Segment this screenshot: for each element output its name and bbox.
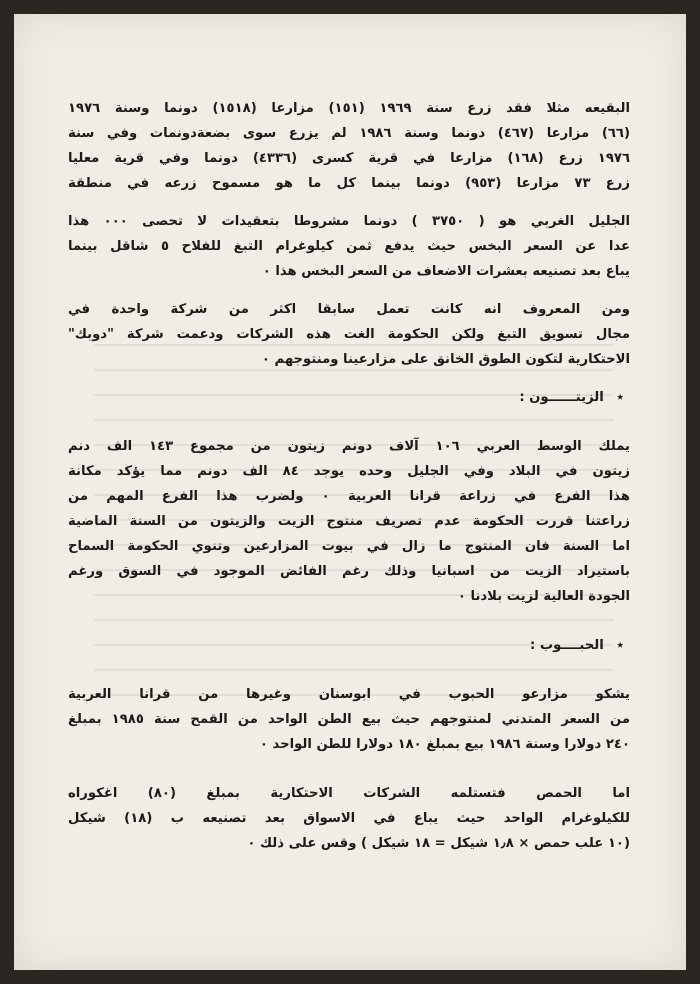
text-line: الجليل الغربي هو ( ٣٧٥٠ ) دونما مشروطا بتعقيدات لا تحصى ٠٠٠ هذا	[68, 214, 631, 229]
text-line: باستيراد الزيت من اسبانيا وذلك رغم الفائض الموجود في السوق ورغم	[68, 564, 630, 579]
heading-text: الحبــــوب :	[529, 638, 604, 653]
text-line: من السعر المتدني لمنتوجهم حيث بيع الطن الواحد من القمح سنة ١٩٨٥ بمبلغ	[68, 712, 630, 727]
bullet-icon: ٭	[616, 637, 624, 653]
text-line: ١٩٧٦ زرع (١٦٨) مزارعا في قرية كسرى (٤٣٣٦) دونما وفي قرية معليا	[68, 151, 630, 166]
text-line: الاحتكارية لتكون الطوق الخانق على مزارعينا ومنتوجهم ٠	[261, 352, 630, 367]
document-page	[14, 14, 686, 970]
spacer	[68, 372, 630, 385]
bullet-icon: ٭	[616, 389, 624, 405]
spacer	[68, 658, 630, 682]
text-line: ومن المعروف انه كانت تعمل سابقا اكثر من شركة واحدة في	[68, 302, 630, 317]
heading-text: الزيتــــــون :	[519, 390, 604, 405]
section-heading-grains	[68, 633, 630, 658]
text-line: اما السنة فان المنتوج ما زال في بيوت المزارعين وتنوي الحكومة السماح	[68, 539, 630, 554]
text-line: مجال تسويق التبغ ولكن الحكومة الغت هذه الشركات ودعمت شركة "دوبك"	[68, 327, 630, 342]
paragraph-olives	[68, 434, 630, 609]
spacer	[68, 196, 630, 209]
text-line: ٢٤٠ دولارا وسنة ١٩٨٦ بيع بمبلغ ١٨٠ دولارا للطن الواحد ٠	[259, 737, 630, 752]
paragraph-tobacco-price	[68, 209, 630, 284]
text-line: (٦٦) مزارعا (٤٦٧) دونما وسنة ١٩٨٦ لم يزرع سوى بضعةدونمات وفي سنة	[68, 126, 630, 141]
text-line: الجودة العالية لزيت بلادنا ٠	[457, 589, 630, 604]
document-body	[68, 96, 630, 856]
paragraph-tobacco-figures	[68, 96, 630, 196]
spacer	[68, 609, 630, 633]
text-line: زيتون في البلاد وفي الجليل وحده يوجد ٨٤ الف دونم مما يؤكد مكانة	[68, 464, 630, 479]
spacer	[68, 410, 630, 434]
text-line: عدا عن السعر البخس حيث يدفع ثمن كيلوغرام التبغ للفلاح ٥ شاقل بينما	[68, 239, 630, 254]
text-line: هذا الفرع في زراعة قرانا العربية ٠ ولضرب هذا الفرع المهم من	[68, 489, 631, 504]
text-line: البقيعه مثلا فقد زرع سنة ١٩٦٩ (١٥١) مزارعا (١٥١٨) دونما وسنة ١٩٧٦	[68, 101, 630, 116]
paragraph-chickpeas	[68, 781, 630, 856]
text-line: زرع ٧٣ مزارعا (٩٥٣) دونما بينما كل ما هو مسموح زرعه في منطقة	[68, 176, 630, 191]
paragraph-grains	[68, 682, 630, 757]
paragraph-tobacco-companies	[68, 297, 630, 372]
text-line: للكيلوغرام الواحد حيث يباع في الاسواق بعد تصنيعه ب (١٨) شيكل	[68, 811, 630, 826]
spacer	[68, 284, 630, 297]
spacer	[68, 757, 630, 781]
text-line: اما الحمص فتستلمه الشركات الاحتكارية بمبلغ (٨٠) اغكوراه	[68, 786, 630, 801]
text-line: يشكو مزارعو الحبوب في ابوسنان وغيرها من قرانا العربية	[68, 687, 630, 702]
section-heading-olives	[68, 385, 630, 410]
text-line: يباع بعد تصنيعه بعشرات الاضعاف من السعر البخس هذا ٠	[262, 264, 630, 279]
text-line: زراعتنا قررت الحكومة عدم تصريف منتوج الزيت والزيتون من السنة الماضية	[68, 514, 630, 529]
text-line: يملك الوسط العربي ١٠٦ آلاف دونم زيتون من مجموع ١٤٣ الف دنم	[68, 439, 631, 454]
text-line: (١٠ علب حمص × ١٫٨ شيكل = ١٨ شيكل ) وقس على ذلك ٠	[247, 836, 630, 851]
